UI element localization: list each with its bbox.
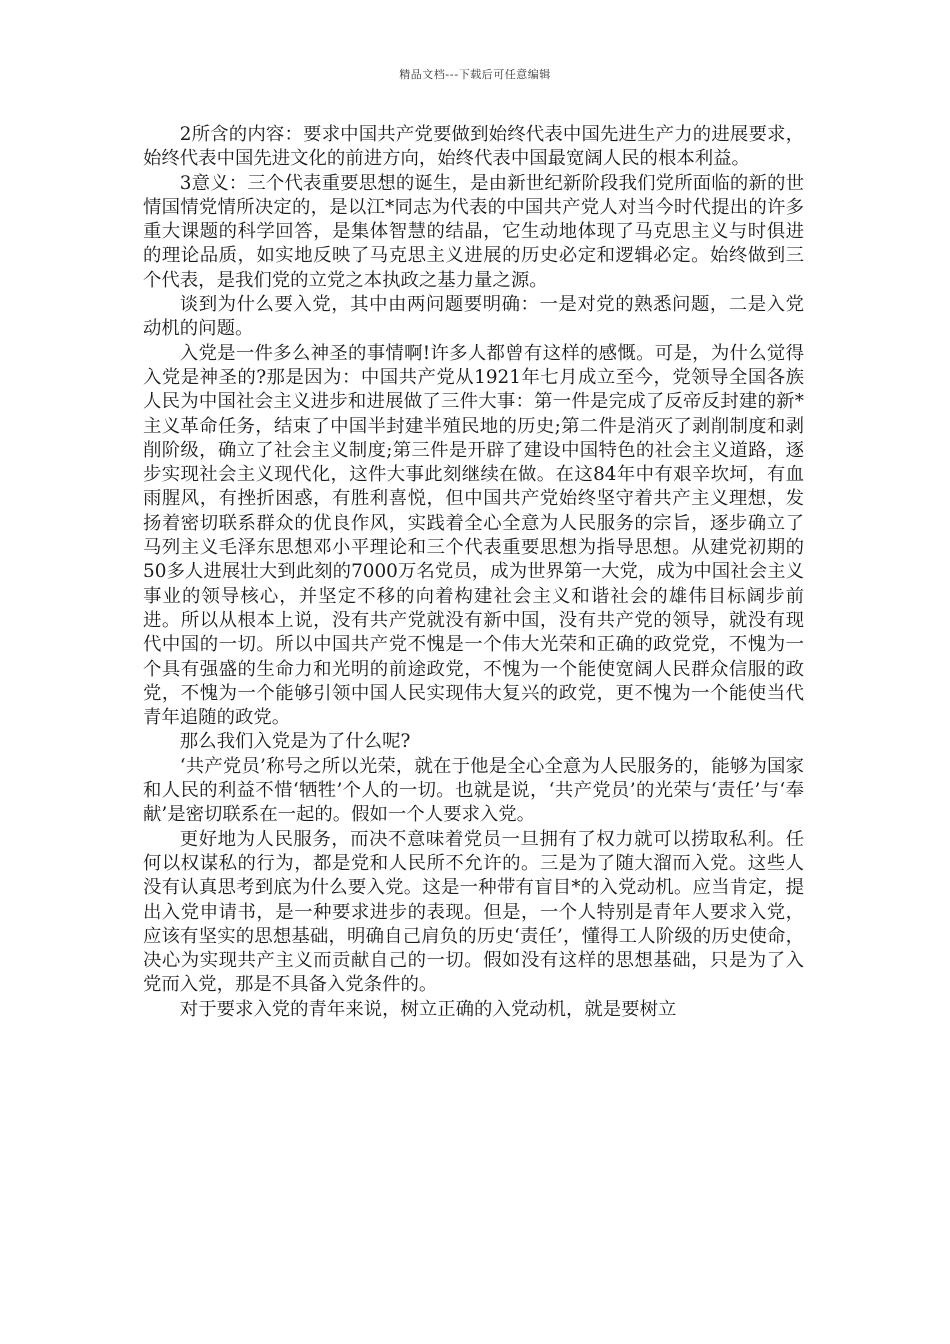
paragraph: 入党是一件多么神圣的事情啊!许多人都曾有这样的感慨。可是，为什么觉得入党是神圣的?那是因为：中国共产党从1921年七月成立至今，党领导全国各族人民为中国社会主义进步和进展做了三件大事：第一件是完成了反帝反封建的新*主义革命任务，结束了中国半封建半殖民地的历史;第二件是消灭了剥削制度和剥削阶级，确立了社会主义制度;第三件是开辟了建设中国特色的社会主义道路，逐步实现社会主义现代化，这件大事此刻继续在做。在这84年中有艰辛坎坷，有血雨腥风，有挫折困惑，有胜利喜悦，但中国共产党始终坚守着共产主义理想，发扬着密切联系群众的优良作风，实践着全心全意为人民服务的宗旨，逐步确立了马列主义毛泽东思想邓小平理论和三个代表重要思想为指导思想。从建党初期的50多人进展壮大到此刻的7000万名党员，成为世界第一大党，成为中国社会主义事业的领导核心，并坚定不移的向着构建社会主义和谐社会的雄伟目标阔步前进。所以从根本上说，没有共产党就没有新中国，没有共产党的领导，就没有现代中国的一切。所以中国共产党不愧是一个伟大光荣和正确的政党党，不愧为一个具有强盛的生命力和光明的前途政党，不愧为一个能使宽阔人民群众信服的政党，不愧为一个能够引领中国人民实现伟大复兴的政党，更不愧为一个能使当代青年追随的政党。 — [143, 342, 804, 729]
page-header: 精品文档---下载后可任意编辑 — [399, 68, 551, 81]
paragraph: 谈到为什么要入党，其中由两问题要明确：一是对党的熟悉问题，二是入党动机的问题。 — [143, 294, 804, 340]
paragraph: ‘共产党员’称号之所以光荣，就在于他是全心全意为人民服务的，能够为国家和人民的利益不惜‘牺牲’个人的一切。也就是说，‘共产党员’的光荣与‘责任’与‘奉献’是密切联系在一起的。假如一个人要求入党。 — [143, 755, 804, 826]
paragraph: 2所含的内容：要求中国共产党要做到始终代表中国先进生产力的进展要求，始终代表中国先进文化的前进方向，始终代表中国最宽阔人民的根本利益。 — [143, 124, 804, 170]
paragraph: 3意义：三个代表重要思想的诞生，是由新世纪新阶段我们党所面临的新的世情国情党情所决定的，是以江*同志为代表的中国共产党人对当今时代提出的许多重大课题的科学回答，是集体智慧的结晶，它生动地体现了马克思主义与时俱进的理论品质，如实地反映了马克思主义进展的历史必定和逻辑必定。始终做到三个代表，是我们党的立党之本执政之基力量之源。 — [143, 172, 804, 291]
paragraph: 更好地为人民服务，而决不意味着党员一旦拥有了权力就可以捞取私利。任何以权谋私的行为，都是党和人民所不允许的。三是为了随大溜而入党。这些人没有认真思考到底为什么要入党。这是一种带有盲目*的入党动机。应当肯定，提出入党申请书，是一种要求进步的表现。但是，一个人特别是青年人要求入党，应该有坚实的思想基础，明确自己肩负的历史‘责任’，懂得工人阶级的历史使命，决心为实现共产主义而贡献自己的一切。假如没有这样的思想基础，只是为了入党而入党，那是不具备入党条件的。 — [143, 828, 804, 996]
document-body — [143, 123, 804, 1022]
paragraph: 那么我们入党是为了什么呢? — [179, 731, 411, 753]
paragraph: 对于要求入党的青年来说，树立正确的入党动机，就是要树立 — [179, 998, 677, 1020]
